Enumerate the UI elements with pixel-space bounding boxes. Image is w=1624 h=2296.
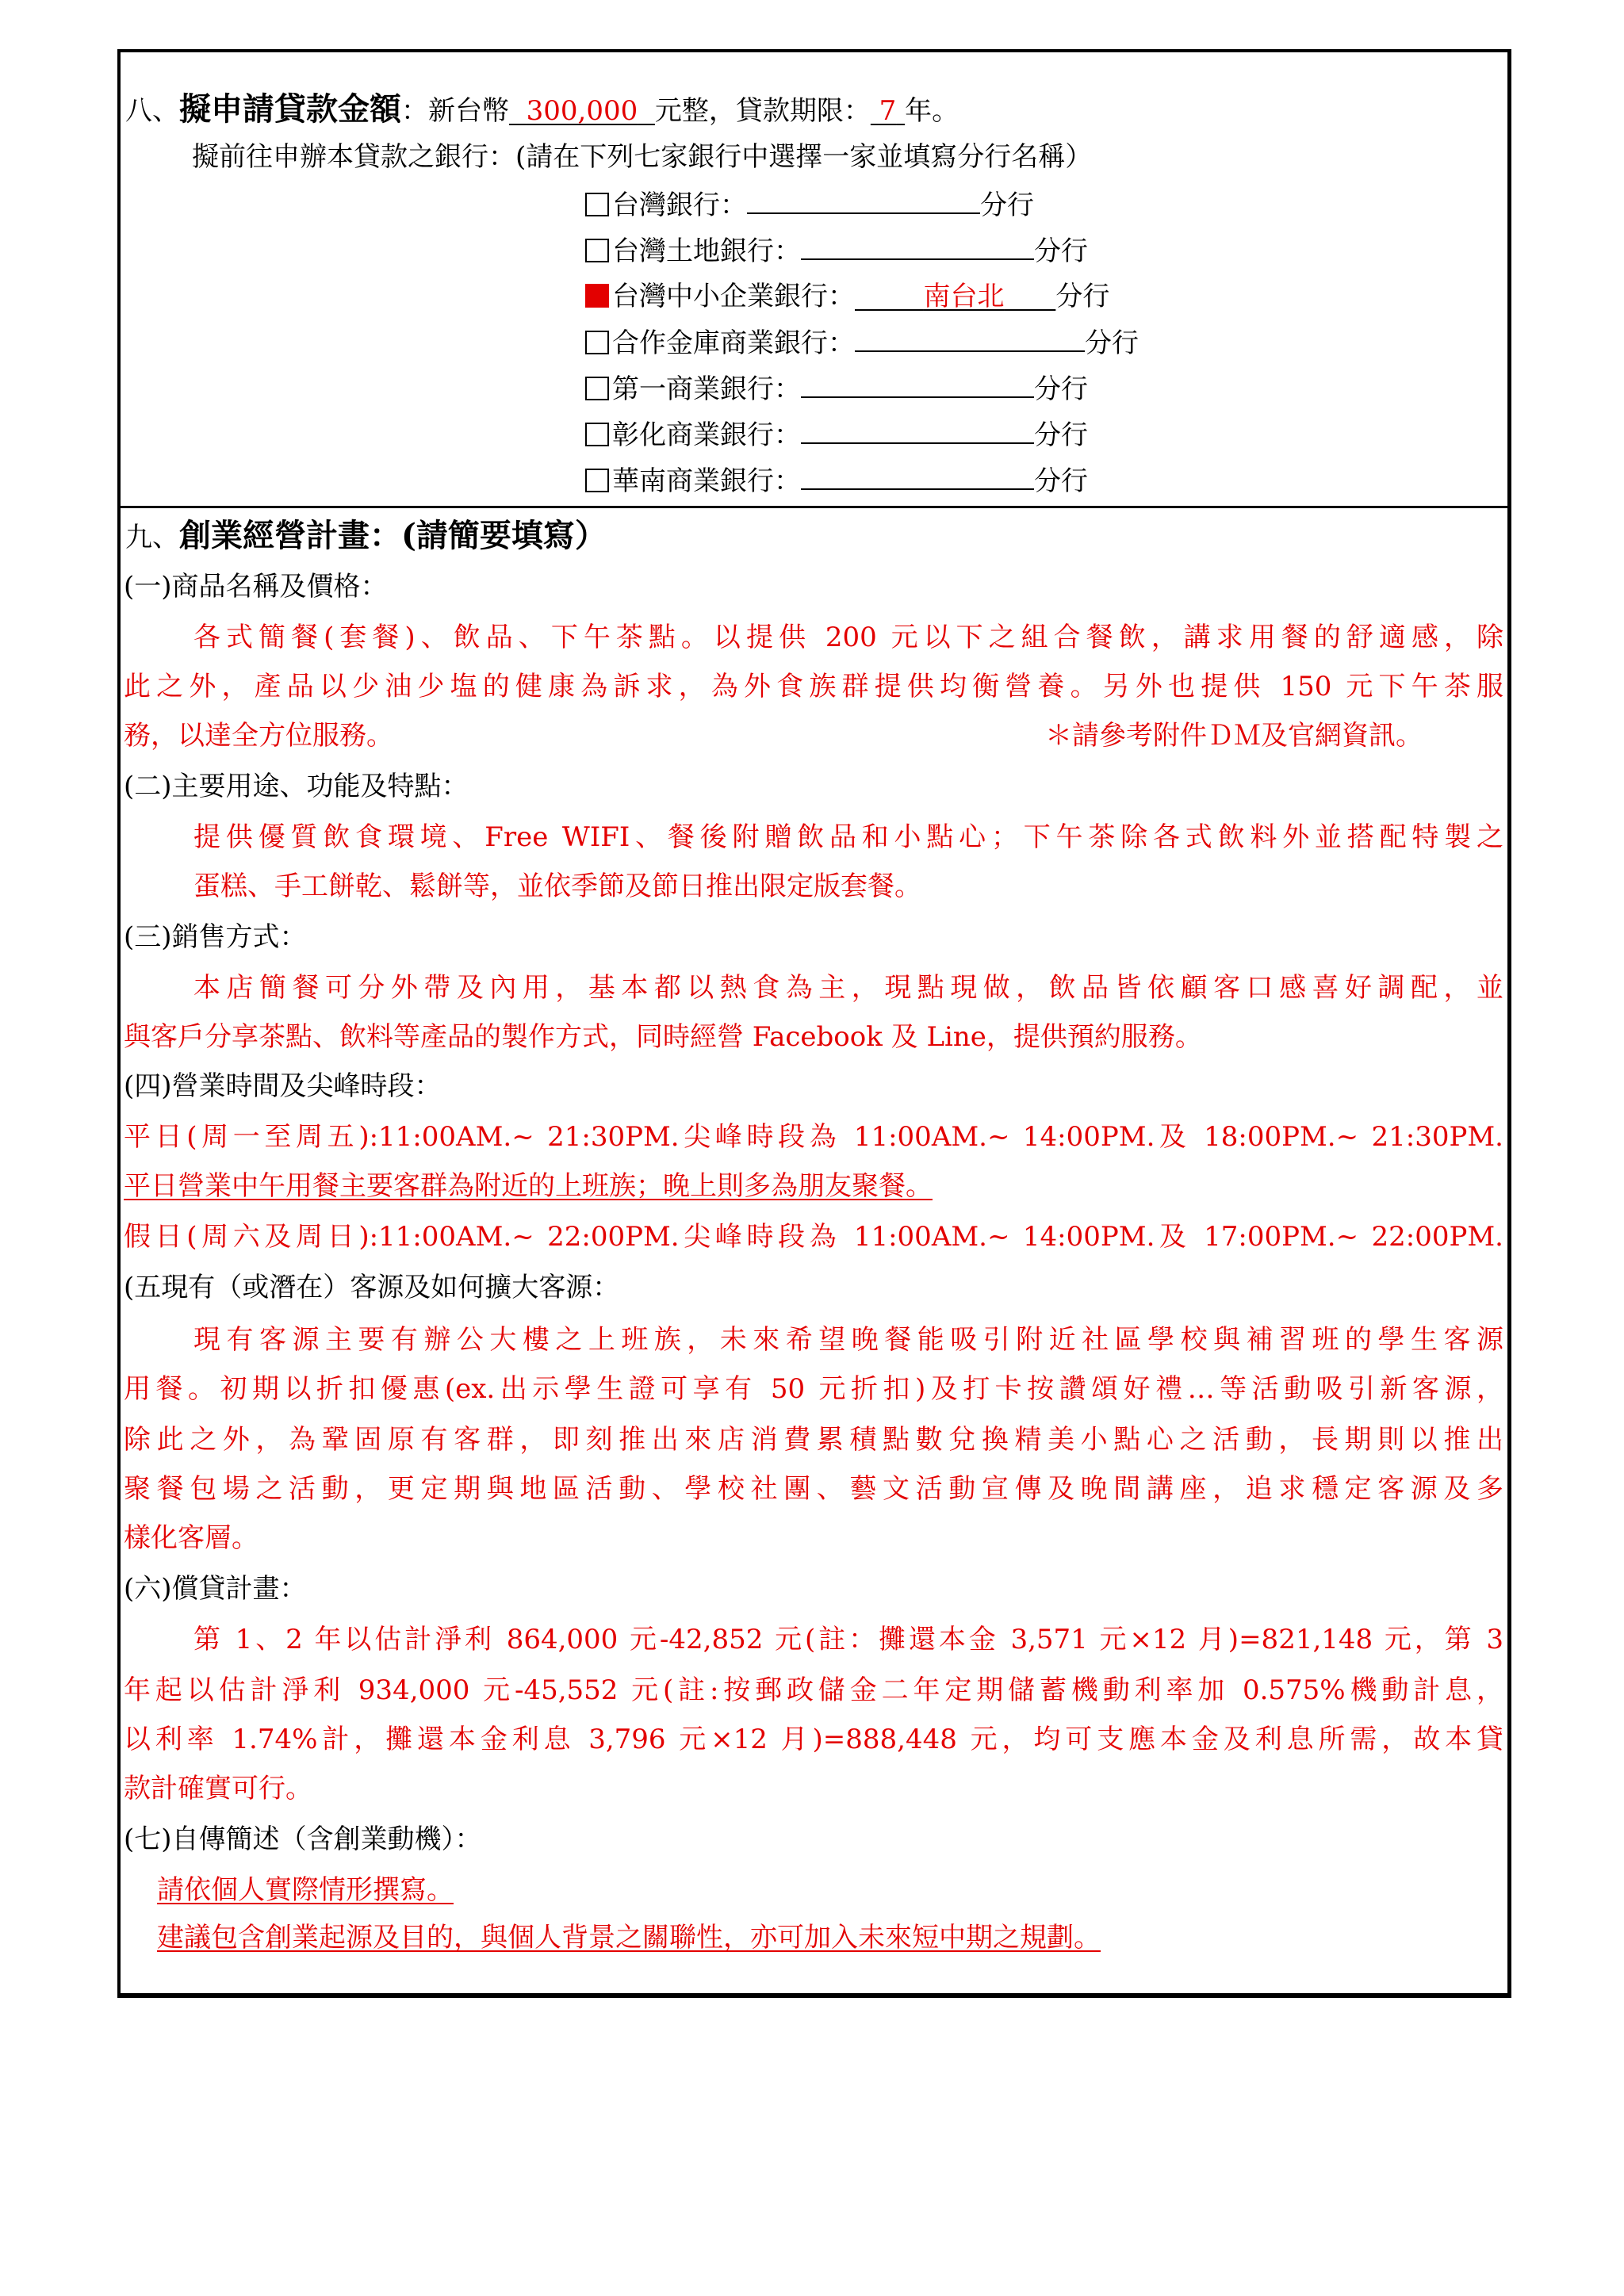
bank-option-land-bank[interactable] — [585, 235, 1088, 267]
s6-line-1: 第 1、2 年以估計淨利 864,000 元-42,852 元(註：攤還本金 3,571 元×12 月)=821,148 元，第 3 — [193, 1624, 1503, 1655]
s3-line-1: 本店簡餐可分外帶及內用，基本都以熱食為主，現點現做，飲品皆依顧客口感喜好調配，並 — [193, 972, 1503, 1004]
branch-suffix: 分行 — [1034, 373, 1088, 405]
bank-prompt: 擬前往申辦本貸款之銀行：(請在下列七家銀行中選擇一家並填寫分行名稱） — [192, 141, 1093, 173]
plan-heading: 創業經營計畫：(請簡要填寫） — [179, 517, 607, 554]
s4-line-2: 平日營業中午用餐主要客群為附近的上班族；晚上則多為朋友聚餐。 — [124, 1170, 933, 1202]
branch-input[interactable] — [801, 373, 1034, 398]
loan-heading-line — [125, 90, 959, 128]
bank-option-cooperative-bank[interactable] — [585, 327, 1139, 359]
checkbox-checked-icon[interactable] — [585, 284, 609, 308]
s4-title: (四)營業時間及尖峰時段： — [124, 1070, 442, 1102]
s1-note: ＊請參考附件ＤＭ及官網資訊。 — [1045, 720, 1423, 752]
s2-title: (二)主要用途、功能及特點： — [124, 771, 469, 802]
s5-line-1: 現有客源主要有辦公大樓之上班族，未來希望晚餐能吸引附近社區學校與補習班的學生客源 — [193, 1324, 1503, 1356]
bank-name: 台灣中小企業銀行： — [612, 281, 855, 312]
branch-input[interactable] — [855, 327, 1085, 352]
s5-line-2: 用餐。初期以折扣優惠(ex.出示學生證可享有 50 元折扣)及打卡按讚頌好禮…等活動吸引新客源， — [124, 1373, 1503, 1405]
currency-label: 新台幣 — [428, 95, 509, 127]
loan-term-field[interactable] — [871, 95, 905, 127]
s3-line-2: 與客戶分享茶點、飲料等產品的製作方式，同時經營 Facebook 及 Line，提供預約服務。 — [124, 1021, 1202, 1053]
term-suffix: 年。 — [905, 95, 959, 127]
loan-term: 7 — [879, 95, 897, 127]
s5-title: (五現有（或潛在）客源及如何擴大客源： — [124, 1272, 620, 1303]
loan-amount: 300,000 — [526, 95, 638, 127]
branch-input[interactable] — [747, 189, 980, 214]
s6-line-4: 款計確實可行。 — [124, 1773, 312, 1804]
s7-title: (七)自傳簡述（含創業動機）： — [124, 1823, 482, 1855]
amount-suffix: 元整，貸款期限： — [654, 95, 871, 127]
checkbox-icon[interactable] — [585, 239, 609, 262]
branch-suffix: 分行 — [1085, 327, 1139, 359]
bank-name: 華南商業銀行： — [612, 465, 801, 497]
s2-line-2: 蛋糕、手工餅乾、鬆餅等，並依季節及節日推出限定版套餐。 — [193, 871, 921, 902]
s6-title: (六)償貸計畫： — [124, 1573, 307, 1605]
branch-suffix: 分行 — [1034, 465, 1088, 497]
plan-heading-line — [125, 517, 607, 554]
bank-option-sme-bank[interactable] — [585, 281, 1109, 312]
checkbox-icon[interactable] — [585, 331, 609, 354]
bank-name: 台灣土地銀行： — [612, 235, 801, 267]
bank-name: 第一商業銀行： — [612, 373, 801, 405]
bank-name: 彰化商業銀行： — [612, 419, 801, 451]
s2-line-1: 提供優質飲食環境、Free WIFI、餐後附贈飲品和小點心；下午茶除各式飲料外並搭配特製之 — [193, 821, 1503, 853]
branch-suffix: 分行 — [1034, 419, 1088, 451]
bank-option-huanan-bank[interactable] — [585, 465, 1088, 497]
s5-line-5: 樣化客層。 — [124, 1522, 259, 1554]
s4-line-3: 假日(周六及周日):11:00AM.~ 22:00PM.尖峰時段為 11:00AM.~ 14:00PM.及 17:00PM.~ 22:00PM. — [124, 1221, 1503, 1253]
branch-suffix: 分行 — [1034, 235, 1088, 267]
loan-colon: ： — [401, 95, 428, 127]
branch-name: 南台北 — [923, 281, 1005, 312]
branch-suffix: 分行 — [980, 189, 1034, 221]
s6-line-2: 年起以估計淨利 934,000 元-45,552 元(註:按郵政儲金二年定期儲蓄機動利率加 0.575%機動計息， — [124, 1674, 1503, 1706]
branch-suffix: 分行 — [1055, 281, 1110, 312]
s5-line-3: 除此之外，為鞏固原有客群，即刻推出來店消費累積點數兌換精美小點心之活動，長期則以推出 — [124, 1424, 1503, 1456]
checkbox-icon[interactable] — [585, 377, 609, 400]
checkbox-icon[interactable] — [585, 193, 609, 216]
branch-input[interactable] — [801, 465, 1034, 490]
s7-line-2: 建議包含創業起源及目的，與個人背景之關聯性，亦可加入未來短中期之規劃。 — [157, 1922, 1101, 1954]
branch-input[interactable] — [855, 281, 1055, 312]
s1-line-3: 務，以達全方位服務。 — [124, 720, 393, 752]
checkbox-icon[interactable] — [585, 423, 609, 446]
loan-heading: 擬申請貸款金額 — [179, 90, 401, 128]
bank-option-first-bank[interactable] — [585, 373, 1088, 405]
branch-input[interactable] — [801, 235, 1034, 260]
s1-line-1: 各式簡餐(套餐)、飲品、下午茶點。以提供 200 元以下之組合餐飲，講求用餐的舒適感，除 — [193, 622, 1503, 653]
plan-heading-prefix: 九、 — [125, 522, 179, 553]
s4-line-1: 平日(周一至周五):11:00AM.~ 21:30PM.尖峰時段為 11:00AM.~ 14:00PM.及 18:00PM.~ 21:30PM. — [124, 1121, 1503, 1153]
checkbox-icon[interactable] — [585, 469, 609, 492]
s1-line-2: 此之外，產品以少油少塩的健康為訴求，為外食族群提供均衡營養。另外也提供 150 元下午茶服 — [124, 671, 1503, 702]
bank-name: 合作金庫商業銀行： — [612, 327, 855, 359]
s5-line-4: 聚餐包場之活動，更定期與地區活動、學校社團、藝文活動宣傳及晚間講座，追求穩定客源及多 — [124, 1473, 1503, 1505]
bank-name: 台灣銀行： — [612, 189, 747, 221]
section-divider — [117, 506, 1511, 508]
s1-title: (一)商品名稱及價格： — [124, 571, 388, 603]
bank-option-changhua-bank[interactable] — [585, 419, 1088, 451]
s6-line-3: 以利率 1.74%計，攤還本金利息 3,796 元×12 月)=888,448 元，均可支應本金及利息所需，故本貸 — [124, 1724, 1503, 1755]
bank-option-taiwan-bank[interactable] — [585, 189, 1034, 221]
loan-heading-prefix: 八、 — [125, 95, 179, 127]
loan-amount-field[interactable] — [509, 95, 655, 127]
branch-input[interactable] — [801, 419, 1034, 444]
s3-title: (三)銷售方式： — [124, 921, 307, 953]
s7-line-1: 請依個人實際情形撰寫。 — [157, 1874, 454, 1906]
